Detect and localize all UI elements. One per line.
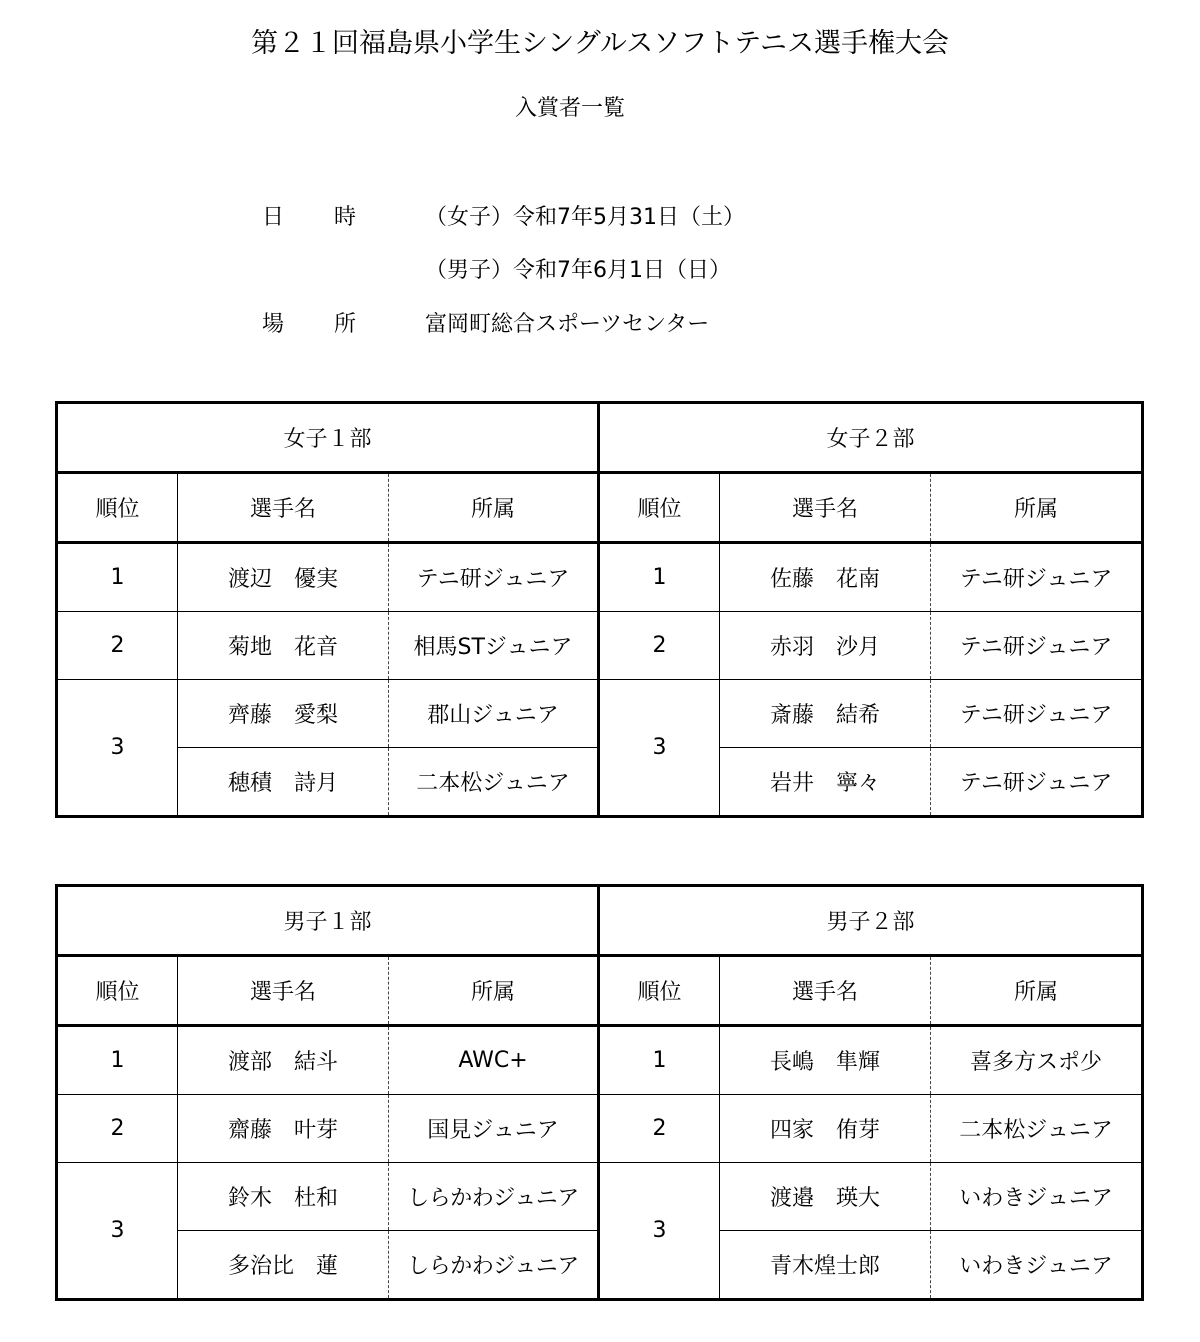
column-header-rank: 順位 — [57, 956, 178, 1026]
place-label — [262, 309, 356, 341]
place-label-char-1: 場 — [262, 312, 285, 337]
column-header-affiliation: 所属 — [931, 473, 1143, 543]
column-header-rank: 順位 — [599, 956, 720, 1026]
rank-cell: 1 — [57, 1026, 178, 1095]
rank-cell: 3 — [57, 680, 178, 817]
player-name-cell: 菊地 花音 — [178, 612, 389, 680]
girls-div2-title: 女子２部 — [599, 403, 1143, 473]
date-label-char-2: 時 — [334, 205, 357, 230]
date-boys: （男子）令和7年6月1日（日） — [425, 258, 731, 283]
rank-cell: 3 — [599, 680, 720, 817]
player-name-cell: 渡辺 優実 — [178, 543, 389, 612]
affiliation-cell: 二本松ジュニア — [389, 748, 599, 817]
rank-cell: 3 — [57, 1163, 178, 1300]
page-subtitle: 入賞者一覧 — [514, 96, 625, 121]
player-name-cell: 渡部 結斗 — [178, 1026, 389, 1095]
affiliation-cell: 喜多方スポ少 — [931, 1026, 1143, 1095]
affiliation-cell: しらかわジュニア — [389, 1231, 599, 1300]
player-name-cell: 佐藤 花南 — [720, 543, 931, 612]
rank-cell: 1 — [57, 543, 178, 612]
column-header-affiliation: 所属 — [389, 473, 599, 543]
affiliation-cell: いわきジュニア — [931, 1163, 1143, 1231]
date-label — [262, 202, 356, 234]
boys-div1-title: 男子１部 — [57, 886, 599, 956]
place-value: 富岡町総合スポーツセンター — [425, 312, 710, 337]
boys-results-table — [55, 884, 1144, 1301]
rank-cell: 2 — [599, 1095, 720, 1163]
player-name-cell: 鈴木 杜和 — [178, 1163, 389, 1231]
date-label-char-1: 日 — [262, 205, 285, 230]
place-label-char-2: 所 — [334, 312, 357, 337]
girls-div1-title: 女子１部 — [57, 403, 599, 473]
girls-results-table — [55, 401, 1144, 818]
column-header-name: 選手名 — [720, 956, 931, 1026]
affiliation-cell: テニ研ジュニア — [931, 543, 1143, 612]
affiliation-cell: しらかわジュニア — [389, 1163, 599, 1231]
table-row — [57, 1026, 1143, 1095]
player-name-cell: 岩井 寧々 — [720, 748, 931, 817]
affiliation-cell: テニ研ジュニア — [389, 543, 599, 612]
player-name-cell: 多治比 蓮 — [178, 1231, 389, 1300]
rank-cell: 2 — [599, 612, 720, 680]
player-name-cell: 穂積 詩月 — [178, 748, 389, 817]
rank-cell: 3 — [599, 1163, 720, 1300]
column-header-affiliation: 所属 — [389, 956, 599, 1026]
page-title: 第２１回福島県小学生シングルスソフトテニス選手権大会 — [250, 28, 950, 59]
affiliation-cell: 二本松ジュニア — [931, 1095, 1143, 1163]
player-name-cell: 四家 侑芽 — [720, 1095, 931, 1163]
column-header-name: 選手名 — [178, 473, 389, 543]
affiliation-cell: 郡山ジュニア — [389, 680, 599, 748]
affiliation-cell: テニ研ジュニア — [931, 748, 1143, 817]
affiliation-cell: テニ研ジュニア — [931, 612, 1143, 680]
table-row — [57, 680, 1143, 748]
table-row — [57, 1163, 1143, 1231]
player-name-cell: 齊藤 愛梨 — [178, 680, 389, 748]
affiliation-cell: AWC+ — [389, 1026, 599, 1095]
rank-cell: 2 — [57, 1095, 178, 1163]
table-row — [57, 612, 1143, 680]
column-header-rank: 順位 — [57, 473, 178, 543]
rank-cell: 1 — [599, 1026, 720, 1095]
player-name-cell: 渡邉 瑛大 — [720, 1163, 931, 1231]
boys-div2-title: 男子２部 — [599, 886, 1143, 956]
column-header-name: 選手名 — [720, 473, 931, 543]
affiliation-cell: テニ研ジュニア — [931, 680, 1143, 748]
table-row — [57, 1095, 1143, 1163]
player-name-cell: 齋藤 叶芽 — [178, 1095, 389, 1163]
column-header-rank: 順位 — [599, 473, 720, 543]
table-row — [57, 543, 1143, 612]
affiliation-cell: 相馬STジュニア — [389, 612, 599, 680]
player-name-cell: 青木煌士郎 — [720, 1231, 931, 1300]
column-header-name: 選手名 — [178, 956, 389, 1026]
player-name-cell: 長嶋 隼輝 — [720, 1026, 931, 1095]
affiliation-cell: 国見ジュニア — [389, 1095, 599, 1163]
affiliation-cell: いわきジュニア — [931, 1231, 1143, 1300]
rank-cell: 1 — [599, 543, 720, 612]
rank-cell: 2 — [57, 612, 178, 680]
date-girls: （女子）令和7年5月31日（土） — [425, 205, 745, 230]
player-name-cell: 赤羽 沙月 — [720, 612, 931, 680]
player-name-cell: 斎藤 結希 — [720, 680, 931, 748]
column-header-affiliation: 所属 — [931, 956, 1143, 1026]
